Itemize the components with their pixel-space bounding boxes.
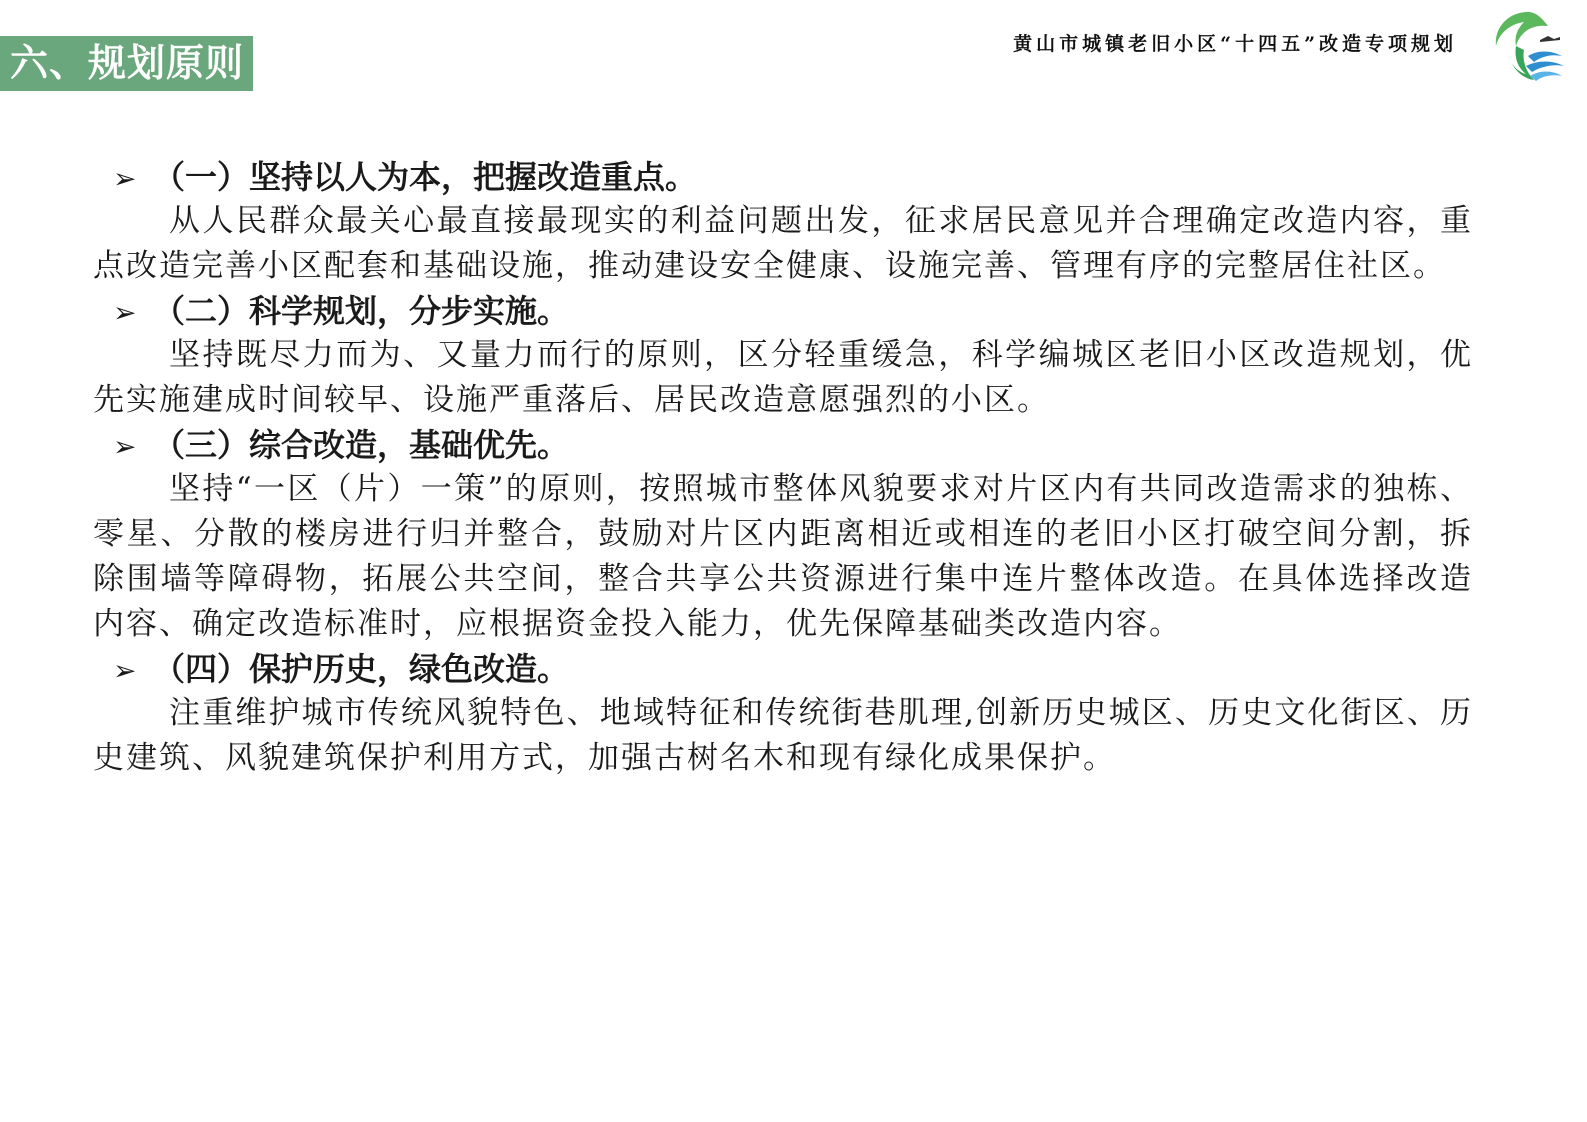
document-title: 黄山市城镇老旧小区“十四五”改造专项规划: [1013, 33, 1457, 55]
section-paragraph: 从人民群众最关心最直接最现实的利益问题出发，征求居民意见并合理确定改造内容，重点改造完善小区配套和基础设施，推动建设安全健康、设施完善、管理有序的完整居住社区。: [93, 203, 1473, 284]
section-paragraph: 坚持既尽力而为、又量力而行的原则，区分轻重缓急，科学编城区老旧小区改造规划，优先实施建成时间较早、设施严重落后、居民改造意愿强烈的小区。: [93, 337, 1473, 418]
section-paragraph: 注重维护城市传统风貌特色、地域特征和传统街巷肌理,创新历史城区、历史文化街区、历史建筑、风貌建筑保护利用方式，加强古树名木和现有绿化成果保护。: [93, 695, 1473, 776]
huangshan-wave-logo-icon: [1488, 6, 1568, 86]
section-heading: [93, 289, 1473, 333]
section-heading-text: （四）保护历史，绿色改造。: [153, 650, 570, 688]
section-heading-text: （三）综合改造，基础优先。: [153, 426, 570, 464]
section-heading: [93, 155, 1473, 199]
section-heading: [93, 423, 1473, 467]
arrow-bullet-icon: ➢: [113, 296, 137, 329]
arrow-bullet-icon: ➢: [113, 162, 137, 195]
arrow-bullet-icon: ➢: [113, 654, 137, 687]
principles-content: [93, 155, 1473, 781]
section-heading-text: （二）科学规划，分步实施。: [153, 292, 570, 330]
arrow-bullet-icon: ➢: [113, 430, 137, 463]
section-heading-text: （一）坚持以人为本，把握改造重点。: [153, 158, 698, 196]
section-heading: [93, 647, 1473, 691]
section-paragraph: 坚持“一区（片）一策”的原则，按照城市整体风貌要求对片区内有共同改造需求的独栋、零星、分散的楼房进行归并整合，鼓励对片区内距离相近或相连的老旧小区打破空间分割，拆除围墙等障碍物，拓展公共空间，整合共享公共资源进行集中连片整体改造。在具体选择改造内容、确定改造标准时，应根据资金投入能力，优先保障基础类改造内容。: [93, 471, 1473, 642]
section-title-tab: 六、规划原则: [0, 36, 253, 91]
